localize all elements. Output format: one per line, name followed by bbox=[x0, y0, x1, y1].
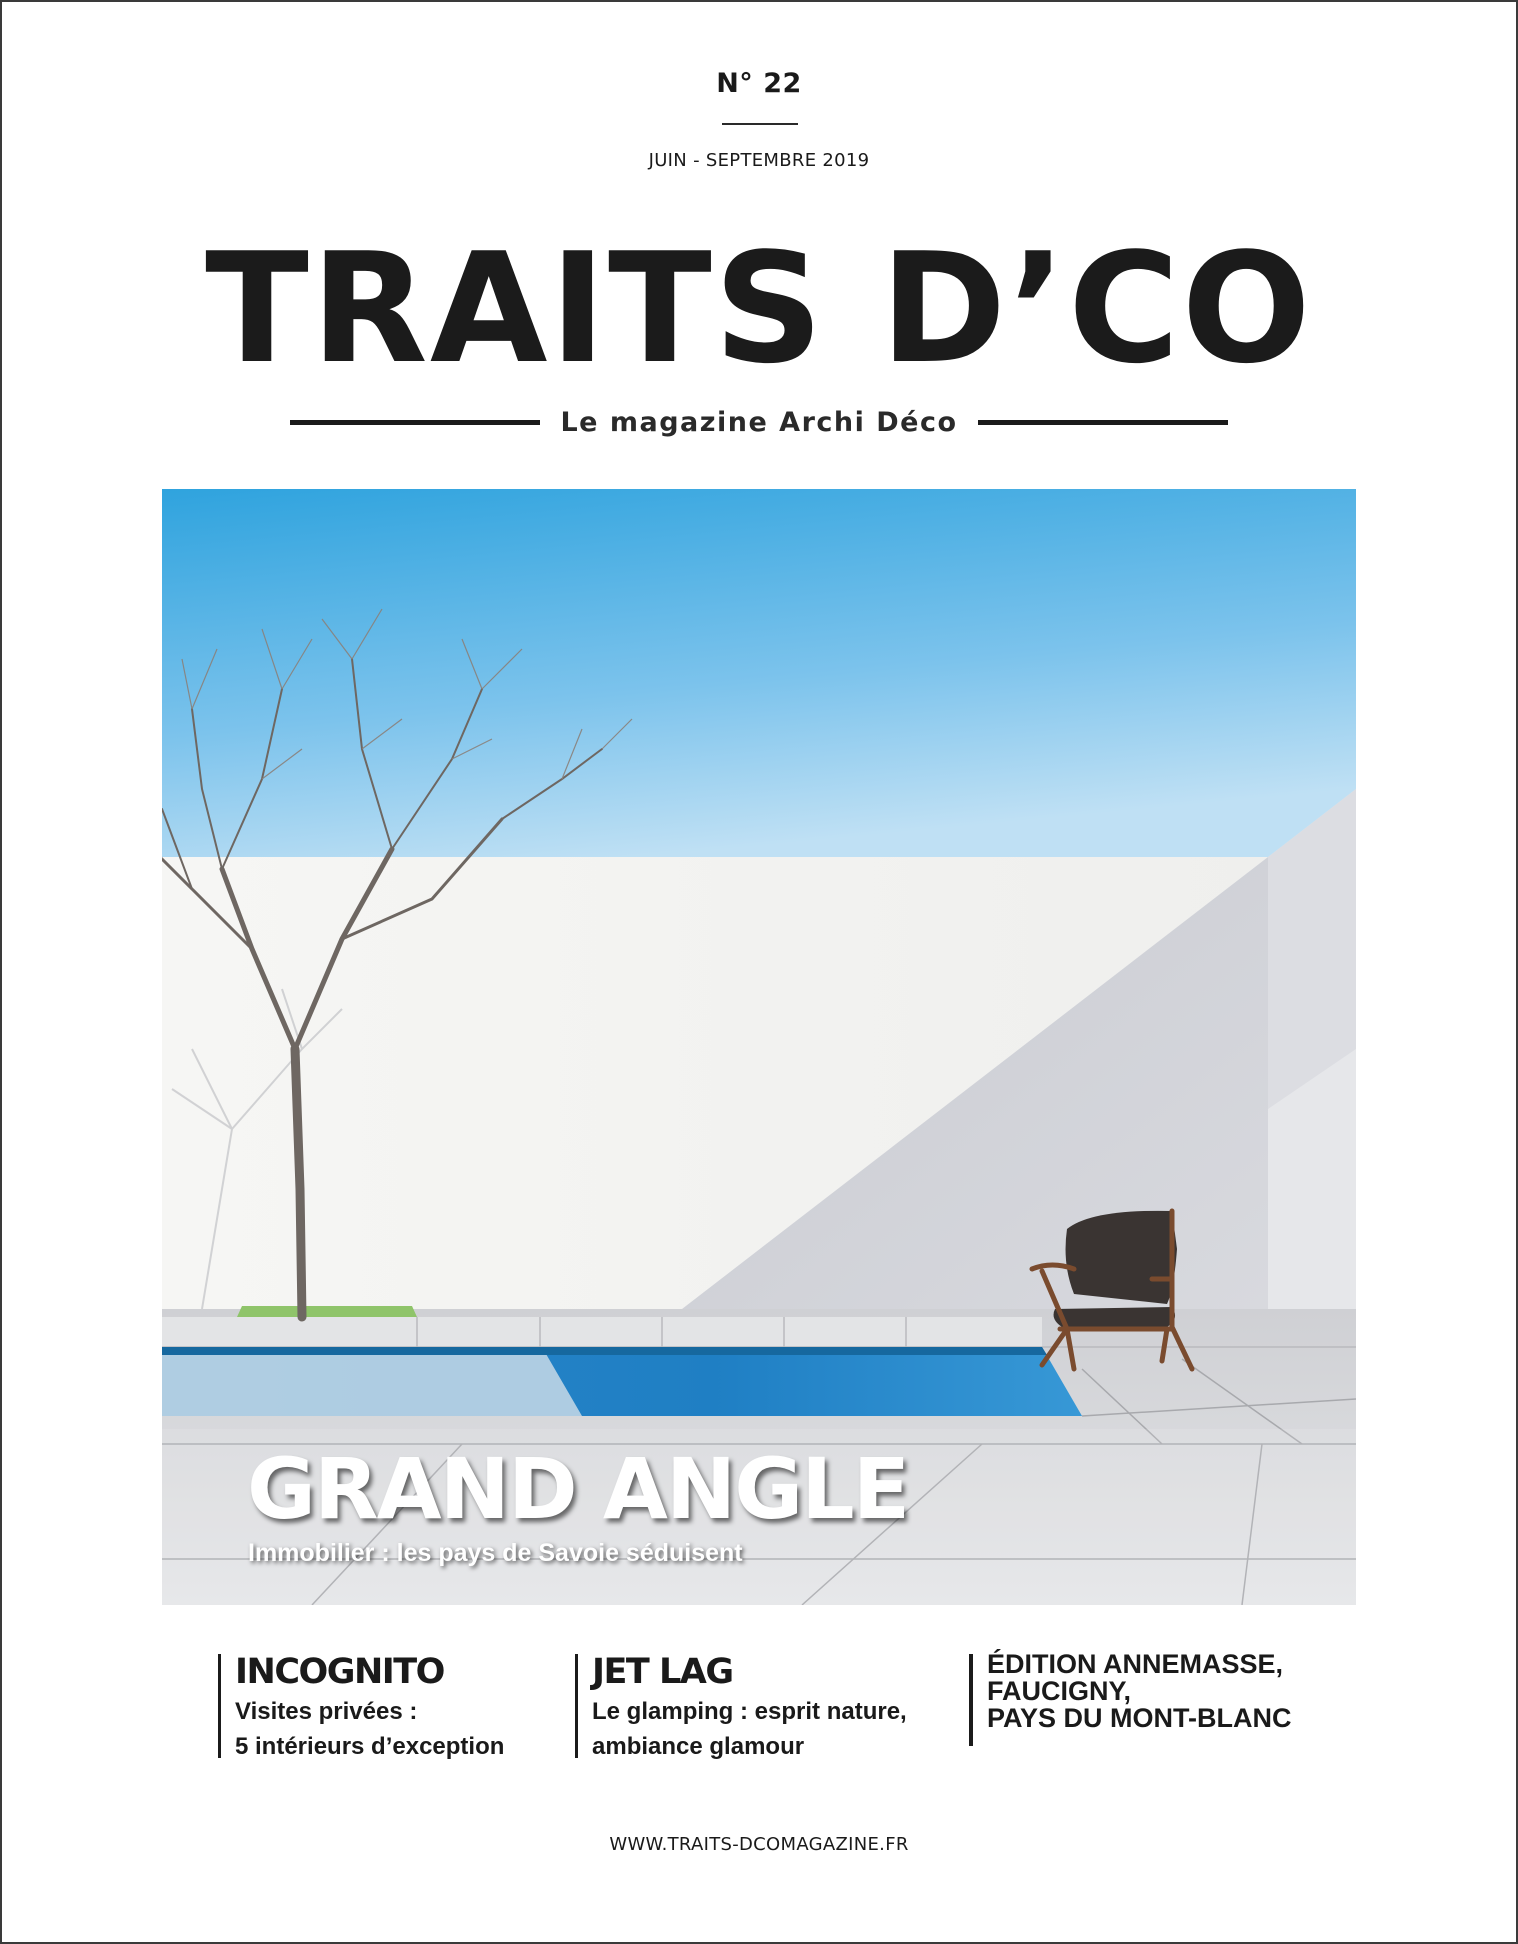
tagline-rule-right bbox=[978, 420, 1228, 425]
edition-line: PAYS DU MONT-BLANC bbox=[987, 1703, 1292, 1733]
masthead-title: TRAITS D’CO bbox=[205, 220, 1313, 397]
tagline-row bbox=[290, 402, 1228, 442]
cover-photo bbox=[162, 489, 1356, 1605]
teaser-line: 5 intérieurs d’exception bbox=[235, 1733, 505, 1760]
issue-divider bbox=[722, 123, 798, 125]
issue-date: JUIN - SEPTEMBRE 2019 bbox=[648, 150, 870, 171]
teaser-jet-lag bbox=[575, 1654, 952, 1758]
teaser-title: INCOGNITO bbox=[235, 1652, 444, 1692]
feature-subtitle: Immobilier : les pays de Savoie séduisent bbox=[248, 1539, 743, 1567]
issue-number: N° 22 bbox=[716, 68, 802, 99]
pool-courtyard-photo bbox=[162, 489, 1356, 1605]
tagline-rule-left bbox=[290, 420, 540, 425]
teaser-edition bbox=[969, 1649, 1367, 1746]
teaser-line: ambiance glamour bbox=[592, 1733, 805, 1760]
feature-headline: GRAND ANGLE bbox=[247, 1440, 909, 1538]
tagline: Le magazine Archi Déco bbox=[560, 406, 958, 438]
teaser-line: Le glamping : esprit nature, bbox=[592, 1698, 907, 1725]
teaser-title: JET LAG bbox=[592, 1652, 733, 1692]
edition-line: ÉDITION ANNEMASSE, bbox=[987, 1649, 1284, 1679]
teaser-incognito bbox=[218, 1654, 555, 1758]
website-url: WWW.TRAITS-DCOMAGAZINE.FR bbox=[609, 1834, 909, 1855]
edition-line: FAUCIGNY, bbox=[987, 1676, 1132, 1706]
teaser-line: Visites privées : bbox=[235, 1698, 418, 1725]
